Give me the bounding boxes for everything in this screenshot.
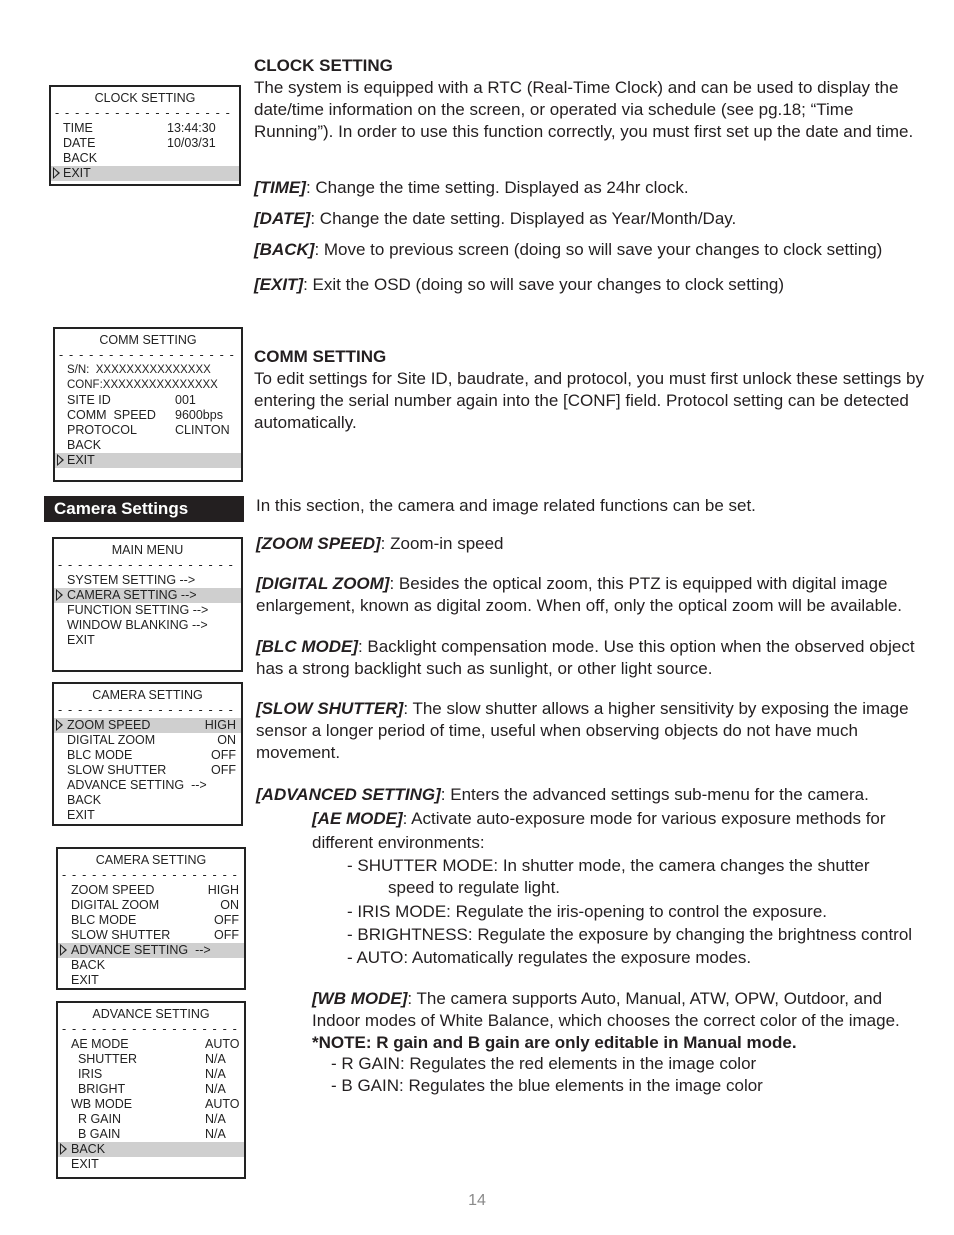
clock-setting-intro: The system is equipped with a RTC (Real-Time Clock) and can be used to display the date/time information on the screen, or operated via schedule (see pg.18; “Time Running”). In order to use this function correctly, you must first set up the date and time. — [254, 78, 914, 141]
osd-row-back — [54, 793, 241, 808]
osd-value: 13:44:30 — [167, 121, 216, 135]
osd-row-zoom-speed — [58, 883, 244, 898]
cursor-arrow-icon — [60, 1143, 67, 1155]
osd-key: BACK — [71, 1142, 106, 1156]
osd-row-iris — [58, 1067, 244, 1082]
osd-row-back — [58, 958, 244, 973]
osd-row-exit — [58, 1157, 244, 1172]
osd-value: N/A — [205, 1127, 226, 1141]
osd-row-zoom-speed — [54, 718, 241, 733]
osd-row-wb-mode — [58, 1097, 244, 1112]
osd-key: DIGITAL ZOOM — [71, 898, 160, 912]
r-gain-desc: - R GAIN: Regulates the red elements in the image color — [331, 1054, 757, 1073]
desc: : Change the time setting. Displayed as 24hr clock. — [305, 178, 689, 197]
iris-mode-desc: - IRIS MODE: Regulate the iris-opening to control the exposure. — [347, 902, 828, 921]
osd-key: EXIT — [67, 808, 95, 822]
osd-key: BLC MODE — [71, 913, 137, 927]
osd-value: OFF — [211, 763, 236, 777]
osd-title: CAMERA SETTING — [95, 853, 207, 867]
term: [ZOOM SPEED] — [256, 534, 381, 553]
cursor-arrow-icon — [60, 944, 67, 956]
osd-divider: - - - - - - - - - - - - - - - - - - — [62, 1022, 238, 1036]
osd-key: B GAIN — [71, 1127, 121, 1141]
osd-row-r-gain — [58, 1112, 244, 1127]
osd-row-function-setting — [54, 603, 241, 618]
osd-key: WINDOW BLANKING --> — [67, 618, 208, 632]
osd-value: N/A — [205, 1067, 226, 1081]
gain-note: *NOTE: R gain and B gain are only editable in Manual mode. — [312, 1033, 797, 1052]
desc: : Activate auto-exposure mode for various exposure methods for different environments: — [312, 809, 886, 852]
term: [BLC MODE] — [256, 637, 358, 656]
osd-key: CONF:XXXXXXXXXXXXXXX — [67, 379, 218, 391]
comm-setting-heading: COMM SETTING — [254, 347, 387, 366]
clock-setting-osd — [49, 85, 241, 186]
osd-row-exit — [51, 166, 239, 181]
term: [ADVANCED SETTING] — [256, 785, 441, 804]
osd-key: R GAIN — [71, 1112, 122, 1126]
osd-title: COMM SETTING — [99, 333, 197, 347]
osd-key: SLOW SHUTTER — [71, 928, 171, 942]
clock-setting-heading: CLOCK SETTING — [254, 56, 393, 75]
desc: : Besides the optical zoom, this PTZ is equipped with digital image enlargement, known as digital zoom. When off, only the optical zoom will be available. — [256, 574, 903, 615]
osd-key: CAMERA SETTING --> — [67, 588, 197, 602]
osd-key: ZOOM SPEED — [71, 883, 155, 897]
osd-row-exit — [58, 973, 244, 988]
clock-time-desc — [254, 177, 924, 199]
osd-row-date — [51, 136, 239, 151]
osd-row-exit — [54, 808, 241, 823]
osd-key: BACK — [67, 793, 102, 807]
blc-mode-desc — [256, 636, 916, 680]
osd-title: CAMERA SETTING — [92, 688, 203, 702]
desc: : Backlight compensation mode. Use this option when the observed object has a strong backlight such as sunlight, or other light source. — [256, 637, 915, 678]
clock-back-desc — [254, 239, 934, 261]
osd-key: ZOOM SPEED — [67, 718, 151, 732]
osd-key: BRIGHT — [71, 1082, 126, 1096]
osd-value: ON — [220, 898, 239, 912]
osd-row-comm-speed — [55, 408, 241, 423]
osd-row-protocol — [55, 423, 241, 438]
osd-row-b-gain — [58, 1127, 244, 1142]
osd-key: FUNCTION SETTING --> — [67, 603, 209, 617]
osd-key: EXIT — [67, 453, 95, 467]
osd-row-back — [51, 151, 239, 166]
osd-divider: - - - - - - - - - - - - - - - - - - — [58, 558, 234, 572]
osd-key: EXIT — [67, 633, 95, 647]
osd-row-back — [58, 1142, 244, 1157]
osd-row-digital-zoom — [58, 898, 244, 913]
osd-key: WB MODE — [71, 1097, 133, 1111]
zoom-speed-desc — [256, 533, 926, 555]
osd-title: MAIN MENU — [111, 543, 184, 557]
osd-row-camera-setting — [54, 588, 241, 603]
cursor-arrow-icon — [56, 719, 63, 731]
clock-exit-desc — [254, 274, 934, 296]
osd-key: BACK — [71, 958, 106, 972]
term: [BACK] — [254, 240, 315, 259]
osd-key: ADVANCE SETTING --> — [71, 943, 211, 957]
osd-row-back — [55, 438, 241, 453]
osd-value: N/A — [205, 1112, 226, 1126]
osd-row-exit — [54, 633, 241, 648]
cursor-arrow-icon — [53, 167, 60, 179]
camera-setting-osd-1 — [52, 682, 243, 826]
osd-row-advance-setting — [58, 943, 244, 958]
osd-row-advance-setting — [54, 778, 241, 793]
osd-row-sn — [55, 363, 241, 378]
osd-row-slow-shutter — [54, 763, 241, 778]
digital-zoom-desc — [256, 573, 928, 617]
term: [DIGITAL ZOOM] — [256, 574, 390, 593]
osd-value: 9600bps — [175, 408, 223, 422]
main-menu-osd — [52, 537, 243, 672]
osd-key: PROTOCOL — [67, 423, 137, 437]
osd-divider: - - - - - - - - - - - - - - - - - - — [58, 703, 234, 717]
osd-row-digital-zoom — [54, 733, 241, 748]
osd-value: HIGH — [207, 883, 239, 897]
advanced-setting-desc — [256, 784, 926, 806]
osd-key: AE MODE — [71, 1037, 129, 1051]
osd-row-blc-mode — [54, 748, 241, 763]
wb-mode-desc — [312, 988, 924, 1032]
osd-value: 001 — [175, 393, 196, 407]
brightness-desc: - BRIGHTNESS: Regulate the exposure by changing the brightness control — [347, 925, 913, 944]
osd-row-bright — [58, 1082, 244, 1097]
desc: : Enters the advanced settings sub-menu for the camera. — [440, 785, 869, 804]
osd-row-site-id — [55, 393, 241, 408]
term: [WB MODE] — [312, 989, 408, 1008]
shutter-mode-line-1: - SHUTTER MODE: In shutter mode, the camera changes the shutter — [347, 856, 870, 875]
cursor-arrow-icon — [56, 589, 63, 601]
term: [TIME] — [254, 178, 306, 197]
osd-key: EXIT — [71, 973, 99, 987]
osd-value: N/A — [205, 1052, 226, 1066]
shutter-mode-line-2: speed to regulate light. — [388, 878, 561, 897]
osd-key: SLOW SHUTTER — [67, 763, 167, 777]
ae-mode-desc — [312, 807, 912, 855]
cursor-arrow-icon — [57, 454, 64, 466]
osd-row-ae-mode — [58, 1037, 244, 1052]
osd-key: SHUTTER — [71, 1052, 137, 1066]
comm-setting-osd — [53, 327, 243, 482]
auto-desc: - AUTO: Automatically regulates the exposure modes. — [347, 948, 752, 967]
advance-setting-osd — [56, 1001, 246, 1179]
osd-key: DIGITAL ZOOM — [67, 733, 156, 747]
desc: : Zoom-in speed — [380, 534, 504, 553]
osd-key: EXIT — [63, 166, 91, 180]
term: [EXIT] — [254, 275, 304, 294]
term: [SLOW SHUTTER] — [256, 699, 404, 718]
osd-key: EXIT — [71, 1157, 99, 1171]
osd-divider: - - - - - - - - - - - - - - - - - - — [55, 106, 231, 120]
osd-key: BACK — [67, 438, 102, 452]
b-gain-desc: - B GAIN: Regulates the blue elements in the image color — [331, 1076, 763, 1095]
camera-settings-section-label: Camera Settings — [44, 496, 244, 522]
osd-row-exit — [55, 453, 241, 468]
camera-section-intro: In this section, the camera and image related functions can be set. — [256, 496, 756, 515]
page-number: 14 — [468, 1192, 486, 1209]
osd-key: SITE ID — [67, 393, 111, 407]
osd-row-conf — [55, 378, 241, 393]
osd-key: S/N: XXXXXXXXXXXXXXX — [67, 364, 211, 376]
desc: : Exit the OSD (doing so will save your changes to clock setting) — [303, 275, 785, 294]
osd-row-time — [51, 121, 239, 136]
osd-divider: - - - - - - - - - - - - - - - - - - — [59, 348, 235, 362]
osd-key: BLC MODE — [67, 748, 133, 762]
osd-value: AUTO — [205, 1037, 240, 1051]
comm-setting-body: To edit settings for Site ID, baudrate, and protocol, you must first unlock these settings by entering the serial number again into the [CONF] field. Protocol setting can be detected automatically. — [254, 369, 924, 432]
osd-row-slow-shutter — [58, 928, 244, 943]
osd-key: DATE — [63, 136, 96, 150]
osd-value: ON — [217, 733, 236, 747]
osd-row-window-blanking — [54, 618, 241, 633]
osd-value: CLINTON — [175, 423, 230, 437]
term: [AE MODE] — [312, 809, 403, 828]
osd-row-blc-mode — [58, 913, 244, 928]
osd-key: TIME — [63, 121, 93, 135]
camera-setting-osd-2 — [56, 847, 246, 990]
desc: : The slow shutter allows a higher sensitivity by exposing the image sensor a longer period of time, useful when observing objects do not have much movement. — [256, 699, 909, 762]
osd-row-shutter — [58, 1052, 244, 1067]
clock-date-desc — [254, 208, 924, 230]
desc: : Move to previous screen (doing so will save your changes to clock setting) — [314, 240, 883, 259]
osd-divider: - - - - - - - - - - - - - - - - - - — [62, 868, 238, 882]
osd-key: IRIS — [71, 1067, 103, 1081]
osd-key: COMM SPEED — [67, 408, 156, 422]
osd-row-system-setting — [54, 573, 241, 588]
osd-title: ADVANCE SETTING — [92, 1007, 210, 1021]
osd-value: OFF — [214, 928, 239, 942]
desc: : Change the date setting. Displayed as Year/Month/Day. — [310, 209, 737, 228]
osd-value: OFF — [214, 913, 239, 927]
desc: : The camera supports Auto, Manual, ATW, OPW, Outdoor, and Indoor modes of White Balance, which chooses the correct color of the image. — [312, 989, 900, 1030]
slow-shutter-desc — [256, 698, 921, 764]
osd-value: N/A — [205, 1082, 226, 1096]
osd-key: BACK — [63, 151, 98, 165]
osd-title: CLOCK SETTING — [94, 91, 196, 105]
term: [DATE] — [254, 209, 311, 228]
osd-value: HIGH — [204, 718, 236, 732]
osd-value: OFF — [211, 748, 236, 762]
osd-value: 10/03/31 — [167, 136, 216, 150]
osd-key: ADVANCE SETTING --> — [67, 778, 207, 792]
osd-key: SYSTEM SETTING --> — [67, 573, 196, 587]
osd-value: AUTO — [205, 1097, 240, 1111]
